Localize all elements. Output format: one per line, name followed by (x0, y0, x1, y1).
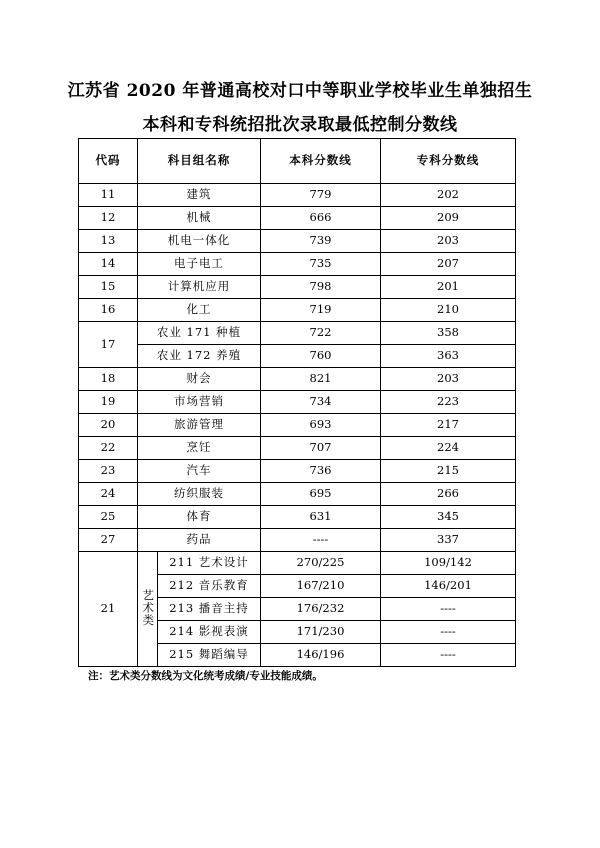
table-header-row (79, 139, 516, 184)
table-row (79, 345, 516, 368)
row-bk: 779 (261, 184, 381, 207)
row-zk: 146/201 (381, 575, 516, 598)
row-code: 13 (79, 230, 138, 253)
row-bk: 821 (261, 368, 381, 391)
row-bk: 176/232 (261, 598, 381, 621)
row-bk: 707 (261, 437, 381, 460)
row-bk: 171/230 (261, 621, 381, 644)
row-code: 25 (79, 506, 138, 529)
row-code: 23 (79, 460, 138, 483)
row-name: 211 艺术设计 (158, 552, 261, 575)
row-code: 22 (79, 437, 138, 460)
score-table (78, 138, 516, 667)
row-bk: 695 (261, 483, 381, 506)
row-name: 化工 (138, 299, 261, 322)
row-code: 24 (79, 483, 138, 506)
row-zk: ---- (381, 644, 516, 667)
table-row (79, 483, 516, 506)
footnote: 注：艺术类分数线为文化统考成绩/专业技能成绩。 (88, 670, 323, 682)
row-code: 27 (79, 529, 138, 552)
art-code: 21 (79, 552, 138, 667)
row-zk: 224 (381, 437, 516, 460)
table-row (79, 437, 516, 460)
table-row (79, 207, 516, 230)
row-zk: 203 (381, 230, 516, 253)
row-name: 212 音乐教育 (158, 575, 261, 598)
row-name: 机械 (138, 207, 261, 230)
row-bk: 760 (261, 345, 381, 368)
row-code: 12 (79, 207, 138, 230)
table-row (79, 299, 516, 322)
row-name: 农业 172 养殖 (138, 345, 261, 368)
row-bk: 798 (261, 276, 381, 299)
art-category-cell (138, 552, 158, 667)
table-row (79, 506, 516, 529)
row-bk: 270/225 (261, 552, 381, 575)
row-zk: 210 (381, 299, 516, 322)
row-bk: 736 (261, 460, 381, 483)
row-bk: 735 (261, 253, 381, 276)
row-name: 农业 171 种植 (138, 322, 261, 345)
row-code: 19 (79, 391, 138, 414)
row-code: 11 (79, 184, 138, 207)
row-zk: 209 (381, 207, 516, 230)
row-bk: 719 (261, 299, 381, 322)
row-zk: ---- (381, 621, 516, 644)
row-name: 计算机应用 (138, 276, 261, 299)
row-bk: 631 (261, 506, 381, 529)
row-zk: 201 (381, 276, 516, 299)
row-zk: 223 (381, 391, 516, 414)
row-name: 体育 (138, 506, 261, 529)
row-name: 机电一体化 (138, 230, 261, 253)
row-name: 市场营销 (138, 391, 261, 414)
row-name: 旅游管理 (138, 414, 261, 437)
row-name: 213 播音主持 (158, 598, 261, 621)
row-name: 烹饪 (138, 437, 261, 460)
row-code: 14 (79, 253, 138, 276)
row-bk: 693 (261, 414, 381, 437)
row-bk: ---- (261, 529, 381, 552)
header-code: 代码 (79, 139, 138, 184)
row-code: 20 (79, 414, 138, 437)
table-row (79, 391, 516, 414)
row-bk: 146/196 (261, 644, 381, 667)
header-zk: 专科分数线 (381, 139, 516, 184)
row-zk: 337 (381, 529, 516, 552)
table-row (79, 322, 516, 345)
row-zk: 203 (381, 368, 516, 391)
table-row (79, 230, 516, 253)
row-bk: 722 (261, 322, 381, 345)
row-bk: 167/210 (261, 575, 381, 598)
row-code: 15 (79, 276, 138, 299)
row-name: 财会 (138, 368, 261, 391)
row-name: 纺织服装 (138, 483, 261, 506)
header-bk: 本科分数线 (261, 139, 381, 184)
table-row (79, 529, 516, 552)
row-name: 汽车 (138, 460, 261, 483)
row-zk: ---- (381, 598, 516, 621)
row-zk: 363 (381, 345, 516, 368)
row-zk: 358 (381, 322, 516, 345)
table-row (79, 368, 516, 391)
document-title-line2: 本科和专科统招批次录取最低控制分数线 (142, 115, 458, 135)
row-zk: 202 (381, 184, 516, 207)
row-name: 214 影视表演 (158, 621, 261, 644)
header-name: 科目组名称 (138, 139, 261, 184)
row-zk: 207 (381, 253, 516, 276)
row-name: 电子电工 (138, 253, 261, 276)
table-row (79, 253, 516, 276)
row-code: 18 (79, 368, 138, 391)
table-row (79, 276, 516, 299)
row-name: 建筑 (138, 184, 261, 207)
row-zk: 109/142 (381, 552, 516, 575)
row-bk: 734 (261, 391, 381, 414)
document-title-line1: 江苏省 2020 年普通高校对口中等职业学校毕业生单独招生 (67, 81, 533, 101)
table-row (79, 460, 516, 483)
row-code: 16 (79, 299, 138, 322)
row-bk: 666 (261, 207, 381, 230)
row-bk: 739 (261, 230, 381, 253)
row-zk: 215 (381, 460, 516, 483)
row-zk: 266 (381, 483, 516, 506)
row-zk: 345 (381, 506, 516, 529)
row-name: 药品 (138, 529, 261, 552)
row-code: 17 (79, 322, 138, 368)
art-category-label: 艺术类 (141, 589, 156, 627)
row-name: 215 舞蹈编导 (158, 644, 261, 667)
table-row (79, 184, 516, 207)
table-row (79, 414, 516, 437)
table-row (79, 552, 516, 575)
row-zk: 217 (381, 414, 516, 437)
